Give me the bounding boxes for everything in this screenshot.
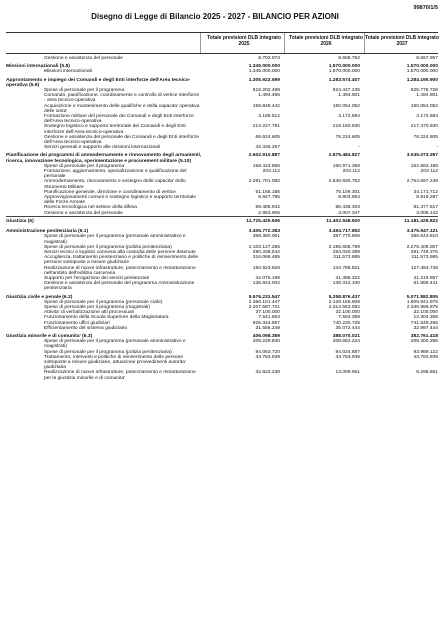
amount-2026: 94.024.887 — [335, 349, 360, 355]
amount-2027: 1.570.000.000 — [406, 69, 438, 75]
row-label: Acquisizione e mantenimento delle qualifiche e della capacita' operativa delle unita' — [44, 103, 200, 114]
amount-2027: - — [436, 145, 438, 151]
table-row — [6, 195, 438, 205]
row-label: Spese di personale per il programma (polizia penitenziaria) — [44, 349, 172, 355]
table-row — [6, 169, 438, 179]
column-divider — [200, 33, 201, 53]
column-header-row — [6, 32, 438, 54]
amount-2027: 61.859.441 — [413, 281, 438, 287]
amount-2025: 203.112 — [262, 169, 280, 175]
row-label: Approntamento e impiego dei Comandi e degli Enti interforze dell'Area tecnico-operativa (5.9) — [6, 77, 191, 88]
amount-2027: 1.494.901 — [416, 93, 438, 99]
amount-2027: 8.919.287 — [416, 195, 438, 201]
amount-2026: 388.070.021 — [332, 333, 360, 339]
amount-2026: 76.224.605 — [335, 134, 360, 140]
amount-2026: 2.195.658.799 — [328, 244, 360, 250]
amount-2025: 8.702.973 — [258, 56, 280, 61]
row-label: Gestione e assistenza del personale del programma Amministrazione penitenziaria — [44, 281, 195, 292]
amount-2026: 1.494.901 — [338, 93, 360, 99]
amount-2027: 76.224.605 — [413, 134, 438, 140]
amount-2025: 43.783.939 — [255, 354, 280, 360]
row-label: Trattamento, interventi e politiche di reinserimento delle persone sottoposte a misure giudiziarie, attuazione provvedimenti autorita' giudiziaria — [44, 354, 186, 371]
table-row — [6, 266, 438, 276]
amount-2025: 1.345.000.000 — [248, 69, 280, 75]
amount-2025: 2.291.701.082 — [248, 179, 280, 185]
row-label: Supporto per l'erogazione dei servizi penitenziari — [44, 275, 150, 281]
amount-2026: 311.573.985 — [333, 255, 360, 261]
amount-2025: 5.576.231.547 — [248, 294, 280, 300]
row-label: Approvvigionamenti comuni e sostegno logistico e supporto territoriale delle Forze Armate — [44, 195, 196, 206]
row-label: Missioni internazionali — [44, 69, 92, 75]
row-label: Ammodernamento, rinnovamento e sostegno delle capacita' dello Strumento Militare — [44, 179, 186, 190]
table-row — [6, 93, 438, 103]
amount-2027: 3.008.142 — [416, 210, 438, 216]
amount-2026: 3.172.684 — [338, 114, 360, 120]
row-label: Spese di personale per il programma (magistrati) — [44, 304, 151, 310]
amount-2025: 42.335.257 — [255, 145, 280, 151]
row-label: Funzionamento della Scuola Superiore della Magistratura — [44, 315, 169, 321]
table-row — [6, 255, 438, 265]
row-label: Funzionamento uffici giudiziari — [44, 320, 110, 326]
amount-2025: 68.624.605 — [255, 134, 280, 140]
budget-table-body — [6, 56, 438, 381]
amount-2025: 2.983.905 — [258, 210, 280, 216]
amount-2026: 203.112 — [342, 169, 360, 175]
table-row — [6, 179, 438, 189]
amount-2025: 136.843.002 — [252, 281, 280, 287]
row-label: Spese di personale per il programma (personale amministrativo e magistrati) — [44, 339, 186, 350]
amount-2026: 2.875.484.827 — [328, 153, 360, 159]
amount-2027: 5.071.882.805 — [406, 294, 438, 300]
amount-2026: 86.438.303 — [335, 205, 360, 211]
amount-2027: 1.570.000.000 — [406, 64, 438, 70]
amount-2026: 1.570.000.000 — [328, 69, 360, 75]
amount-2026: 1.283.574.407 — [328, 77, 360, 83]
row-label: Spese di personale per il programma (polizia penitenziaria) — [44, 244, 172, 250]
row-label: Sostegno logistico e supporto territoriale dei Comandi e degli Enti interforze dell'Area tecnico-operativa — [44, 124, 186, 135]
amount-2025: 406.098.359 — [252, 333, 280, 339]
amount-2027: 41.219.957 — [413, 275, 438, 281]
amount-2027: 208.300.356 — [410, 339, 438, 345]
amount-2027: 291.749.376 — [410, 249, 438, 255]
mission-row — [6, 75, 438, 88]
amount-2025: 7.541.563 — [258, 315, 280, 321]
amount-2025: 159.849.442 — [252, 103, 280, 109]
row-label: Pianificazione generale, direzione e coordinamento di vertice — [44, 189, 176, 195]
amount-2027: 8.298.551 — [416, 370, 438, 376]
amount-2026: 43.783.939 — [335, 354, 360, 360]
amount-2027: 43.783.939 — [413, 354, 438, 360]
row-label: Ricerca tecnologica nel settore della difesa — [44, 205, 137, 211]
table-row — [6, 370, 438, 380]
mission-row — [6, 150, 438, 163]
amount-2026: 41.398.322 — [335, 275, 360, 281]
amount-2025: 209.229.840 — [252, 339, 280, 345]
amount-2027: 203.112 — [420, 169, 438, 175]
amount-2025: 37.100.000 — [255, 310, 280, 316]
amount-2026: 13.009.551 — [335, 370, 360, 376]
amount-2025: 150.923.829 — [252, 265, 280, 271]
row-label: Giustizia minorile e di comunita' (6.3) — [6, 333, 93, 339]
total-row — [6, 216, 438, 226]
amount-2026: 8.668.752 — [338, 56, 360, 61]
amount-2026: 160.054.052 — [332, 103, 360, 109]
amount-2025: 214.227.791 — [252, 124, 280, 130]
amount-2027: 741.549.255 — [410, 320, 438, 326]
table-row — [6, 135, 438, 145]
column-header-2027: Totale previsioni DLB integrato 2027 — [365, 35, 439, 48]
amount-2026: 208.662.224 — [332, 339, 360, 345]
row-label: Realizzazione di nuove infrastrutture, potenziamento e ristrutturazione per la giustizia minorile e di comunita' — [44, 370, 196, 381]
table-row — [6, 355, 438, 371]
row-label: Amministrazione penitenziaria (6.1) — [6, 229, 89, 235]
amount-2025: 2.103.127.255 — [248, 244, 280, 250]
amount-2027: 2.754.597.249 — [406, 179, 438, 185]
row-label: Missioni internazionali (5.8) — [6, 64, 70, 70]
amount-2025: 3.188.512 — [258, 114, 280, 120]
amount-2026: 11.402.948.920 — [280, 216, 360, 226]
amount-2025: 2.207.587.721 — [248, 304, 280, 310]
amount-2025: 51.165.185 — [255, 189, 280, 195]
amount-2027: 3.045.073.397 — [406, 153, 438, 159]
column-header-2026: Totale previsioni DLB integrato 2026 — [289, 35, 363, 48]
amount-2027: 217.470.930 — [410, 124, 438, 130]
amount-2027: 127.494.745 — [410, 265, 438, 271]
amount-2027: 1.905.941.975 — [406, 299, 438, 305]
amount-2026: 824.447.235 — [332, 88, 360, 94]
amount-2027: 1.284.195.900 — [406, 77, 438, 83]
amount-2025: 2.602.910.887 — [248, 153, 280, 159]
row-label: Giustizia (6) — [6, 216, 202, 226]
amount-2026: 7.554.358 — [338, 315, 360, 321]
row-label: Realizzazione di nuove infrastrutture, potenziamento e ristrutturazione nell'ambito dell'edilizia carceraria — [44, 265, 196, 276]
amount-2025: 3.406.772.383 — [248, 229, 280, 235]
amount-2025: 11.725.425.936 — [202, 216, 280, 226]
amount-2026: - — [358, 145, 360, 151]
budget-table — [6, 56, 438, 381]
amount-2027: 81.477.617 — [413, 205, 438, 211]
amount-2025: 316.068.485 — [252, 255, 280, 261]
row-label: Spese di personale per il programma (personale amministrativo e magistrati) — [44, 234, 186, 245]
amount-2027: 93.989.122 — [413, 349, 438, 355]
amount-2026: 3.494.717.852 — [328, 229, 360, 235]
table-row — [6, 114, 438, 124]
row-label: Gestione e assistenza del personale dei Comandi e degli Enti interforze dell'Area tecnico-operativa — [44, 134, 199, 146]
amount-2027: 311.573.985 — [411, 255, 438, 261]
amount-2026: 2.129.165.908 — [328, 299, 360, 305]
amount-2027: 825.776.728 — [410, 88, 438, 94]
amount-2026: 160.971.358 — [332, 163, 360, 169]
amount-2026: 8.903.854 — [338, 195, 360, 201]
row-label: Attivita' di verbalizzazione atti processuali — [44, 310, 134, 316]
amount-2025: 32.822.238 — [255, 370, 280, 376]
amount-2026: 218.180.930 — [332, 124, 360, 130]
amount-2027: 366.643.810 — [410, 234, 438, 240]
amount-2027: 34.171.712 — [413, 189, 438, 195]
amount-2025: 8.947.795 — [258, 195, 280, 201]
amount-2027: 2.345.989.875 — [406, 304, 438, 310]
amount-2025: 1.305.922.599 — [248, 77, 280, 83]
amount-2026: 75.109.301 — [335, 189, 360, 195]
column-header-2025: Totale previsioni DLB integrato 2025 — [207, 35, 281, 48]
amount-2027: 160.054.052 — [410, 103, 438, 109]
amount-2025: 369.380.051 — [252, 234, 280, 240]
amount-2027: 382.761.418 — [410, 333, 438, 339]
table-row — [6, 124, 438, 134]
amount-2027: 162.693.188 — [410, 163, 438, 169]
amount-2025: 1.494.495 — [258, 93, 280, 99]
document-title: Disegno di Legge di Bilancio 2025 - 2027 - BILANCIO PER AZIONI — [91, 12, 339, 21]
mission-row — [6, 331, 438, 339]
amount-2025: 42.075.199 — [255, 275, 280, 281]
row-label: Spese di personale per il programma — [44, 88, 125, 94]
table-row — [6, 281, 438, 291]
row-label: Giustizia civile e penale (6.2) — [6, 294, 73, 300]
amount-2026: 294.020.399 — [332, 249, 360, 255]
amount-2025: 2.366.101.447 — [248, 299, 280, 305]
amount-2027: 2.275.408.007 — [406, 244, 438, 250]
amount-2025: 158.423.866 — [252, 163, 280, 169]
amount-2027: 11.181.425.822 — [360, 216, 438, 226]
row-label: Formazione militare del personale dei Comandi e degli Enti interforze dell'Area tecnico-operativa — [44, 114, 194, 125]
amount-2026: 3.007.347 — [338, 210, 360, 216]
amount-2027: 12.304.358 — [413, 315, 438, 321]
amount-2025: 1.345.000.000 — [248, 64, 280, 70]
row-label: Comando, pianificazione, coordinamento e controllo di vertice interforze - area tecnico-operativa — [44, 93, 200, 104]
amount-2025: 94.063.720 — [255, 349, 280, 355]
page-id: 99870/1/5 — [413, 5, 438, 11]
amount-2026: 387.770.806 — [332, 234, 360, 240]
row-label: Formazione, aggiornamento, specializzazione e qualificazione del personale — [44, 169, 187, 180]
amount-2025: 89.485.942 — [255, 205, 280, 211]
amount-2026: 144.785.821 — [332, 265, 360, 271]
amount-2027: 3.172.684 — [416, 114, 438, 120]
amount-2027: 3.475.947.121 — [406, 229, 438, 235]
amount-2025: 926.344.567 — [252, 320, 280, 326]
row-label: Pianificazione dei programmi di ammodernamento e rinnovamento degli armamenti, ricerca, innovazione tecnologica, sperimentazione e procurement militare (5.10) — [6, 153, 202, 164]
table-row — [6, 104, 438, 114]
row-label: Servizi tecnici e logistici connessi alla custodia delle persone detenute — [44, 249, 196, 255]
amount-2026: 1.570.000.000 — [328, 64, 360, 70]
table-row — [6, 339, 438, 349]
row-label: Gestione e assistenza del personale — [44, 56, 123, 61]
amount-2026: 139.312.100 — [332, 281, 360, 287]
amount-2026: 740.230.725 — [332, 320, 360, 326]
amount-2027: 32.997.444 — [413, 325, 438, 331]
column-divider — [284, 33, 285, 53]
row-label: Gestione e assistenza del personale — [44, 210, 123, 216]
mission-row — [6, 292, 438, 300]
row-label: Spese di personale per il programma — [44, 163, 125, 169]
amount-2026: 35.072.444 — [335, 325, 360, 331]
row-label: Efficientamento del sistema giudiziario — [44, 325, 128, 331]
amount-2027: 8.667.957 — [416, 56, 438, 61]
amount-2026: 2.540.830.752 — [328, 179, 360, 185]
amount-2026: 2.314.553.052 — [328, 304, 360, 310]
table-row — [6, 234, 438, 244]
row-label: Spese di personale per il programma (personale civile) — [44, 299, 163, 305]
amount-2026: 5.258.876.437 — [328, 294, 360, 300]
amount-2027: 32.100.000 — [413, 310, 438, 316]
amount-2025: 31.556.249 — [255, 325, 280, 331]
amount-2025: 290.338.542 — [252, 249, 280, 255]
row-label: Servizi generali e supporto alle missioni internazionali — [44, 145, 161, 151]
amount-2026: 32.100.000 — [335, 310, 360, 316]
amount-2025: 816.202.498 — [252, 88, 280, 94]
row-label: Accoglienza, trattamento penitenziario e politiche di reinserimento delle persone sottoposte a misure giudiziarie — [44, 255, 199, 266]
